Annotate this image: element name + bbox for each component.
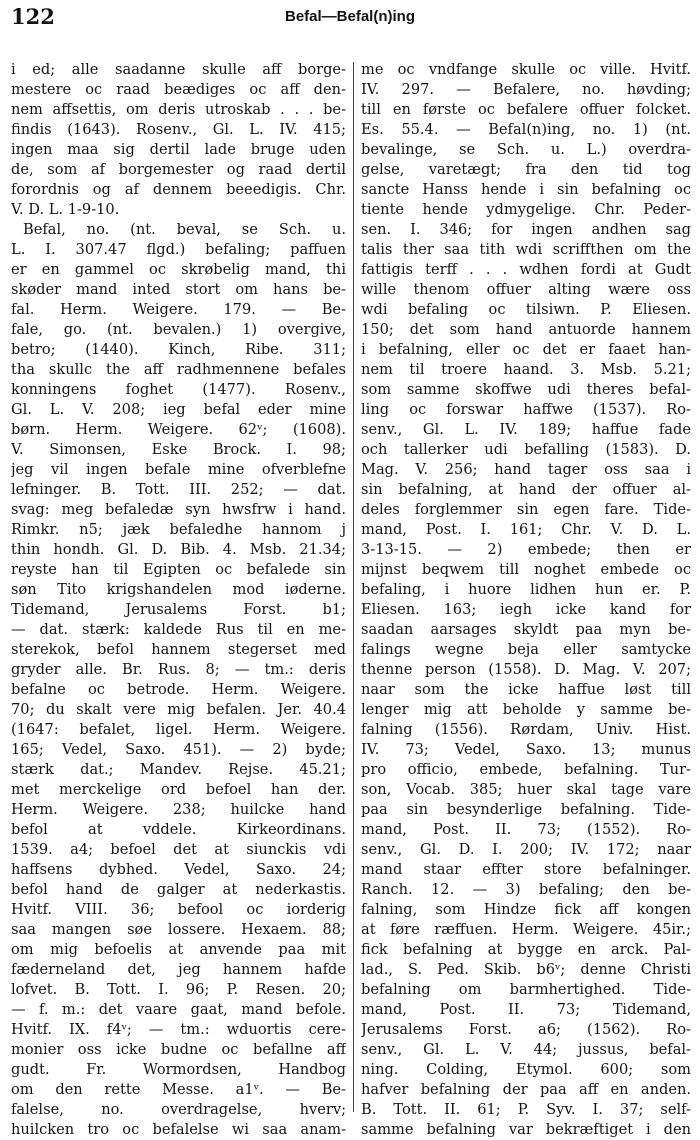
text-line: Gl. L. V. 208; ieg befal eder mine <box>11 401 346 418</box>
text-line: IV. 297. — Befalere, no. høvding; <box>361 81 691 98</box>
text-line: de, som af borgemester og raad dertil <box>11 161 346 178</box>
text-line: jeg vil ingen befale mine ofverblefne <box>11 461 346 478</box>
text-line: wille thenom offuer alting wære oss <box>361 281 691 298</box>
text-line: (1647: befalet, ligel. Herm. Weigere. <box>11 721 346 738</box>
text-line: børn. Herm. Weigere. 62ᵛ; (1608). <box>11 421 346 438</box>
text-line: i ed; alle saadanne skulle aff borge- <box>11 61 346 78</box>
text-line: samme befalning var bekræftiget i den <box>361 1121 691 1138</box>
text-line: monier oss icke budne oc befallne aff <box>11 1041 346 1058</box>
text-line: befaling, i huore lidhen hun er. P. <box>361 581 691 598</box>
text-line: saadan aarsages skyldt paa myn be- <box>361 621 691 638</box>
text-line: findis (1643). Rosenv., Gl. L. IV. 415; <box>11 121 346 138</box>
text-line: Tidemand, Jerusalems Forst. b1; <box>11 601 346 618</box>
text-line: talis ther saa tith wdi scriffthen om the <box>361 241 691 258</box>
text-line: mand staar effter store befalninger. <box>361 861 691 878</box>
text-line: falings wegne beja eller samtycke <box>361 641 691 658</box>
text-line: Ranch. 12. — 3) befaling; den be- <box>361 881 691 898</box>
text-line: betro; (1440). Kinch, Ribe. 311; <box>11 341 346 358</box>
text-line: skøder mand inted stort om hans be- <box>11 281 346 298</box>
text-line: som samme skoffwe udi theres befal- <box>361 381 691 398</box>
text-line: L. I. 307.47 flgd.) befaling; paffuen <box>11 241 346 258</box>
text-line: ning. Colding, Etymol. 600; som <box>361 1061 691 1078</box>
text-line: befalne oc betrode. Herm. Weigere. <box>11 681 346 698</box>
text-line: sterekok, befol hannem stegerset med <box>11 641 346 658</box>
text-line: senv., Gl. L. IV. 189; haffue fade <box>361 421 691 438</box>
text-line: gudt. Fr. Wormordsen, Handbog <box>11 1061 346 1078</box>
text-line: forordnis og af dennem beeedigis. Chr. <box>11 181 346 198</box>
text-line: 1539. a4; befoel det at siunckis vdi <box>11 841 346 858</box>
text-line: mestere oc raad beædiges oc aff den- <box>11 81 346 98</box>
text-line: gelse, varetægt; fra den tid tog <box>361 161 691 178</box>
text-line: paa sin besynderlige befalning. Tide- <box>361 801 691 818</box>
running-head: Befal—Befal(n)ing <box>284 8 415 25</box>
text-line: Hvitf. IX. f4ᵛ; — tm.: wduortis cere- <box>11 1021 346 1038</box>
text-line: Rimkr. n5; jæk befaledhe hannom j <box>11 521 346 538</box>
text-line: Hvitf. VIII. 36; befool oc iorderig <box>11 901 346 918</box>
text-line: nem til troere haand. 3. Msb. 5.21; <box>361 361 691 378</box>
text-line: søn Tito krigshandelen mod iøderne. <box>11 581 346 598</box>
text-line: naar som the icke haffue løst till <box>361 681 691 698</box>
text-line: i befalning, eller oc det er faaet han- <box>361 341 691 358</box>
text-line: fattigis terff . . . wdhen fordi at Gudt <box>361 261 691 278</box>
text-line: V. D. L. 1-9-10. <box>11 201 120 218</box>
text-line: V. Simonsen, Eske Brock. I. 98; <box>11 441 346 458</box>
text-line: falning, som Hindze fick aff kongen <box>361 901 691 918</box>
text-line: deles forglemmer sin egen fare. Tide- <box>361 501 691 518</box>
left-column <box>11 60 346 1140</box>
text-line: sancte Hanss hende i sin befalning oc <box>361 181 691 198</box>
text-line: saa mangen søe lossere. Hexaem. 88; <box>11 921 346 938</box>
text-line: gryder alle. Br. Rus. 8; — tm.: deris <box>11 661 346 678</box>
text-line: konningens foghet (1477). Rosenv., <box>11 381 346 398</box>
text-line: fal. Herm. Weigere. 179. — Be- <box>11 301 346 318</box>
text-line: falelse, no. overdragelse, hverv; <box>11 1101 346 1118</box>
text-line: Eliesen. 163; iegh icke kand for <box>361 601 691 618</box>
text-line: — dat. stærk: kaldede Rus til en me- <box>11 621 346 638</box>
text-line: bevalinge, se Sch. u. L.) overdra- <box>361 141 691 158</box>
text-line: svag: meg befaledæ syn hwsfrw i hand. <box>11 501 346 518</box>
text-line: hafver befalning der paa aff en anden. <box>361 1081 691 1098</box>
text-line: ingen maa sig dertil lade bruge uden <box>11 141 346 158</box>
right-column <box>361 60 691 1140</box>
text-line: fæderneland det, jeg hannem hafde <box>11 961 346 978</box>
text-line: ling oc forswar haffwe (1537). Ro- <box>361 401 691 418</box>
column-divider <box>353 62 354 1112</box>
text-line: tha skullc the aff radhmennene befales <box>11 361 346 378</box>
text-line: haffsens dybhed. Vedel, Saxo. 24; <box>11 861 346 878</box>
text-line: mand, Post. I. 161; Chr. V. D. L. <box>361 521 691 538</box>
text-line: mijnst beqwem till noghet embede oc <box>361 561 691 578</box>
text-line: mand, Post. II. 73; (1552). Ro- <box>361 821 691 838</box>
text-line: senv., Gl. L. V. 44; jussus, befal- <box>361 1041 691 1058</box>
text-line: befol at vddele. Kirkeordinans. <box>11 821 346 838</box>
text-line: IV. 73; Vedel, Saxo. 13; munus <box>361 741 691 758</box>
text-line: 150; det som hand antuorde hannem <box>361 321 691 338</box>
text-line: er en gammel oc skrøbelig mand, thi <box>11 261 346 278</box>
text-line: befol hand de galger at nederkastis. <box>11 881 346 898</box>
text-line: Befal, no. (nt. beval, se Sch. u. <box>23 221 346 238</box>
text-line: at føre ræffuen. Herm. Weigere. 45ir.; <box>361 921 691 938</box>
text-line: — f. m.: det vaare gaat, mand befole. <box>11 1001 346 1018</box>
text-line: 165; Vedel, Saxo. 451). — 2) byde; <box>11 741 346 758</box>
text-line: 3-13-15. — 2) embede; then er <box>361 541 691 558</box>
text-line: huilcken tro oc befalelse wi saa anam- <box>11 1121 346 1138</box>
page-number: 122 <box>11 4 55 29</box>
text-line: sin befalning, at hand der offuer al- <box>361 481 691 498</box>
text-line: mand, Post. II. 73; Tidemand, <box>361 1001 691 1018</box>
text-line: thin hondh. Gl. D. Bib. 4. Msb. 21.34; <box>11 541 346 558</box>
text-line: fale, go. (nt. bevalen.) 1) overgive, <box>11 321 346 338</box>
text-line: wdi befaling oc tilsiwn. P. Eliesen. <box>361 301 691 318</box>
text-line: Jerusalems Forst. a6; (1562). Ro- <box>361 1021 691 1038</box>
text-line: om mig befoelis at anvende paa mit <box>11 941 346 958</box>
text-line: befalning om barmhertighed. Tide- <box>361 981 691 998</box>
text-line: nem affsettis, om deris utroskab . . . be- <box>11 101 346 118</box>
text-line: pro officio, embede, befalning. Tur- <box>361 761 691 778</box>
text-line: lefninger. B. Tott. III. 252; — dat. <box>11 481 346 498</box>
text-line: Mag. V. 256; hand tager oss saa i <box>361 461 691 478</box>
text-line: till en første oc befalere offuer folcket. <box>361 101 691 118</box>
text-line: Es. 55.4. — Befal(n)ing, no. 1) (nt. <box>361 121 691 138</box>
text-line: me oc vndfange skulle oc ville. Hvitf. <box>361 61 691 78</box>
text-line: lad., S. Ped. Skib. b6ᵛ; denne Christi <box>361 961 691 978</box>
text-line: lenger mig att beholde y samme be- <box>361 701 691 718</box>
text-line: B. Tott. II. 61; P. Syv. I. 37; self- <box>361 1101 691 1118</box>
text-line: om den rette Messe. a1ᵛ. — Be- <box>11 1081 346 1098</box>
text-line: reyste han til Egipten oc befalede sin <box>11 561 346 578</box>
text-line: tiente hende ydmygelige. Chr. Peder- <box>361 201 691 218</box>
text-line: Herm. Weigere. 238; huilcke hand <box>11 801 346 818</box>
text-line: senv., Gl. D. I. 200; IV. 172; naar <box>361 841 691 858</box>
text-line: fick befalning at bygge en arck. Pal- <box>361 941 691 958</box>
text-line: sen. I. 346; for ingen andhen sag <box>361 221 691 238</box>
text-line: 70; du skalt vere mig befalen. Jer. 40.4 <box>11 701 346 718</box>
text-line: stærk dat.; Mandev. Rejse. 45.21; <box>11 761 346 778</box>
text-line: falning (1556). Rørdam, Univ. Hist. <box>361 721 691 738</box>
text-line: lofvet. B. Tott. I. 96; P. Resen. 20; <box>11 981 346 998</box>
text-line: thenne person (1558). D. Mag. V. 207; <box>361 661 691 678</box>
text-line: och tallerker udi befalling (1583). D. <box>361 441 691 458</box>
text-line: met merckelige ord befoel han der. <box>11 781 346 798</box>
text-line: son, Vocab. 385; huer skal tage vare <box>361 781 691 798</box>
